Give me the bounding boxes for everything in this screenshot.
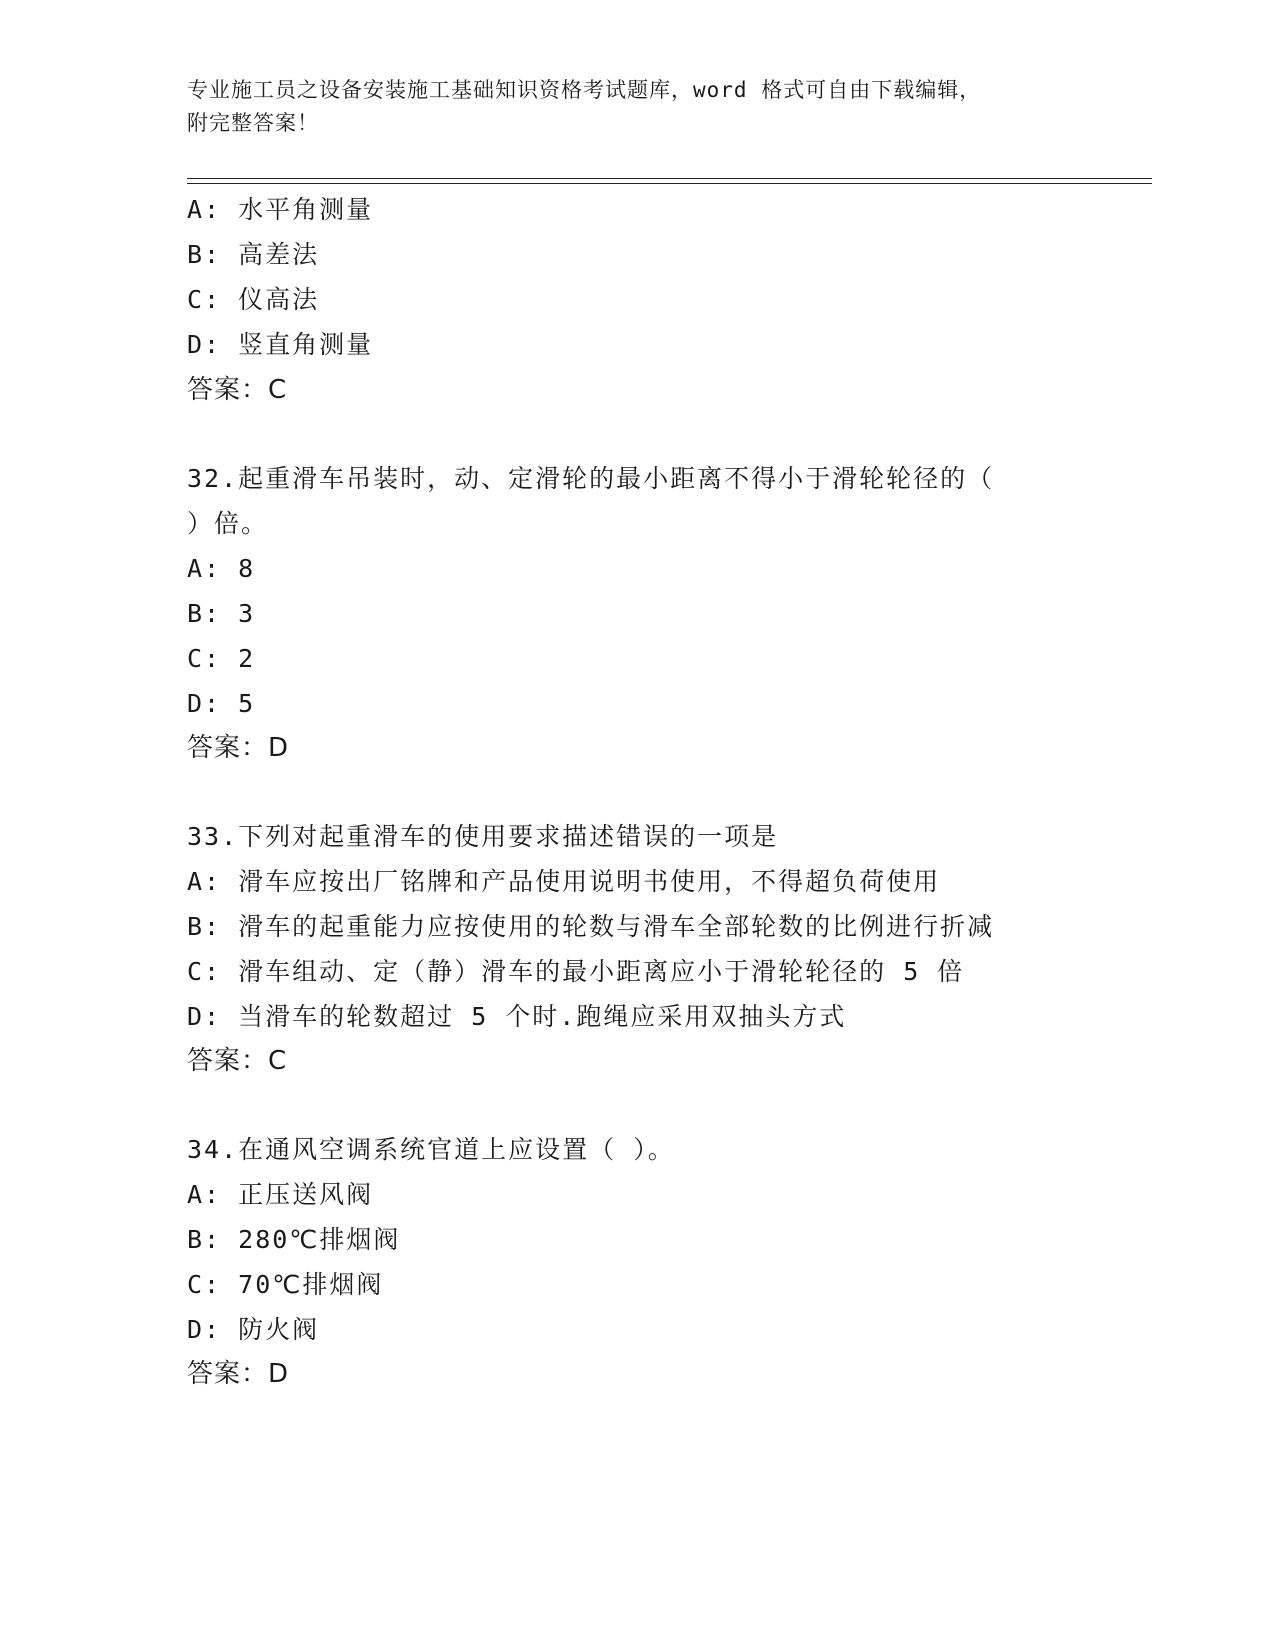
question-stem: 33.下列对起重滑车的使用要求描述错误的一项是	[187, 822, 779, 851]
option-a: A: 滑车应按出厂铭牌和产品使用说明书使用，不得超负荷使用	[187, 867, 941, 896]
option-d: D: 5	[187, 689, 256, 718]
option-b: B: 280℃排烟阀	[187, 1225, 401, 1254]
option-c: C: 2	[187, 644, 256, 673]
question-stem: 34.在通风空调系统官道上应设置（ ）。	[187, 1135, 675, 1164]
option-a: A: 正压送风阀	[187, 1180, 374, 1209]
header-title-line-1: 专业施工员之设备安装施工基础知识资格考试题库，word 格式可自由下载编辑，	[187, 78, 982, 102]
header-divider-bottom	[187, 183, 1152, 184]
answer-line: 答案：D	[187, 733, 290, 763]
option-d: D: 防火阀	[187, 1315, 320, 1344]
option-c: C: 滑车组动、定（静）滑车的最小距离应小于滑轮轮径的 5 倍	[187, 957, 965, 986]
option-c: C: 仪高法	[187, 285, 320, 314]
option-d: D: 当滑车的轮数超过 5 个时.跑绳应采用双抽头方式	[187, 1002, 847, 1031]
option-a: A: 水平角测量	[187, 195, 374, 224]
document-header	[187, 74, 1087, 140]
question-stem: 32.起重滑车吊装时，动、定滑轮的最小距离不得小于滑轮轮径的（	[187, 464, 995, 493]
header-title-line-2: 附完整答案！	[187, 111, 319, 135]
option-b: B: 高差法	[187, 240, 320, 269]
header-divider-top	[187, 178, 1152, 179]
option-d: D: 竖直角测量	[187, 330, 374, 359]
question-stem-continued: ）倍。	[187, 509, 269, 538]
answer-line: 答案：C	[187, 375, 288, 405]
answer-line: 答案：D	[187, 1359, 290, 1389]
option-c: C: 70℃排烟阀	[187, 1270, 384, 1299]
option-b: B: 滑车的起重能力应按使用的轮数与滑车全部轮数的比例进行折减	[187, 912, 995, 941]
option-a: A: 8	[187, 554, 256, 583]
answer-line: 答案：C	[187, 1046, 288, 1076]
option-b: B: 3	[187, 599, 256, 628]
